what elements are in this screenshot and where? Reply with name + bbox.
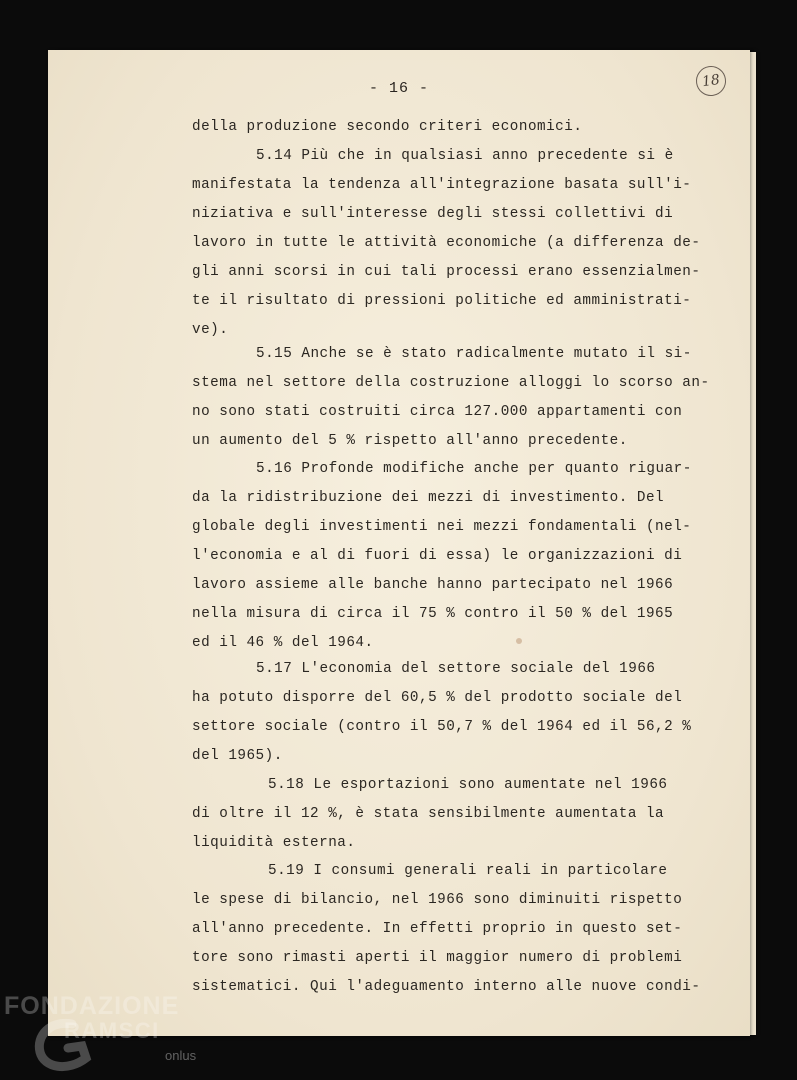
text-line: le spese di bilancio, nel 1966 sono diminuiti rispetto [192,892,683,908]
text-line: 5.18 Le esportazioni sono aumentate nel 1966 [268,777,668,793]
text-line: settore sociale (contro il 50,7 % del 1964 ed il 56,2 % [192,719,692,735]
text-line: da la ridistribuzione dei mezzi di investimento. Del [192,490,665,506]
text-line: 5.16 Profonde modifiche anche per quanto riguar- [256,461,692,477]
watermark-line3: onlus [165,1048,197,1063]
text-line: gli anni scorsi in cui tali processi erano essenzialmen- [192,264,701,280]
archive-number: 18 [701,71,721,91]
text-line: liquidità esterna. [192,835,356,851]
typewritten-page [48,50,750,1036]
text-line: di oltre il 12 %, è stata sensibilmente aumentata la [192,806,665,822]
watermark-line2: RAMSCI [64,1018,160,1043]
text-line: all'anno precedente. In effetti proprio in questo set- [192,921,683,937]
text-line: globale degli investimenti nei mezzi fondamentali (nel- [192,519,692,535]
watermark-line1: FONDAZIONE [4,992,180,1020]
text-line: tore sono rimasti aperti il maggior numero di problemi [192,950,683,966]
text-line: te il risultato di pressioni politiche ed amministrati- [192,293,692,309]
text-line: 5.17 L'economia del settore sociale del 1966 [256,661,656,677]
text-line: ve). [192,322,229,338]
text-line: manifestata la tendenza all'integrazione basata sull'i- [192,177,692,193]
text-line: lavoro in tutte le attività economiche (a differenza de- [192,235,701,251]
text-line: 5.14 Più che in qualsiasi anno precedente si è [256,148,674,164]
text-line: del 1965). [192,748,283,764]
text-line: nella misura di circa il 75 % contro il 50 % del 1965 [192,606,674,622]
text-line: no sono stati costruiti circa 127.000 appartamenti con [192,404,683,420]
text-line: ha potuto disporre del 60,5 % del prodotto sociale del [192,690,683,706]
fondazione-gramsci-watermark [0,990,220,1075]
text-line: 5.19 I consumi generali reali in particolare [268,863,668,879]
text-line: stema nel settore della costruzione alloggi lo scorso an- [192,375,710,391]
text-line: della produzione secondo criteri economici. [192,119,583,135]
text-line: 5.15 Anche se è stato radicalmente mutato il si- [256,346,692,362]
page-number: - 16 - [368,80,429,97]
text-line: ed il 46 % del 1964. [192,635,374,651]
text-line: un aumento del 5 % rispetto all'anno precedente. [192,433,628,449]
paper-stain [516,638,522,644]
text-line: niziativa e sull'interesse degli stessi collettivi di [192,206,674,222]
text-line: lavoro assieme alle banche hanno partecipato nel 1966 [192,577,674,593]
text-line: l'economia e al di fuori di essa) le organizzazioni di [192,548,683,564]
text-line: sistematici. Qui l'adeguamento interno alle nuove condi- [192,979,701,995]
